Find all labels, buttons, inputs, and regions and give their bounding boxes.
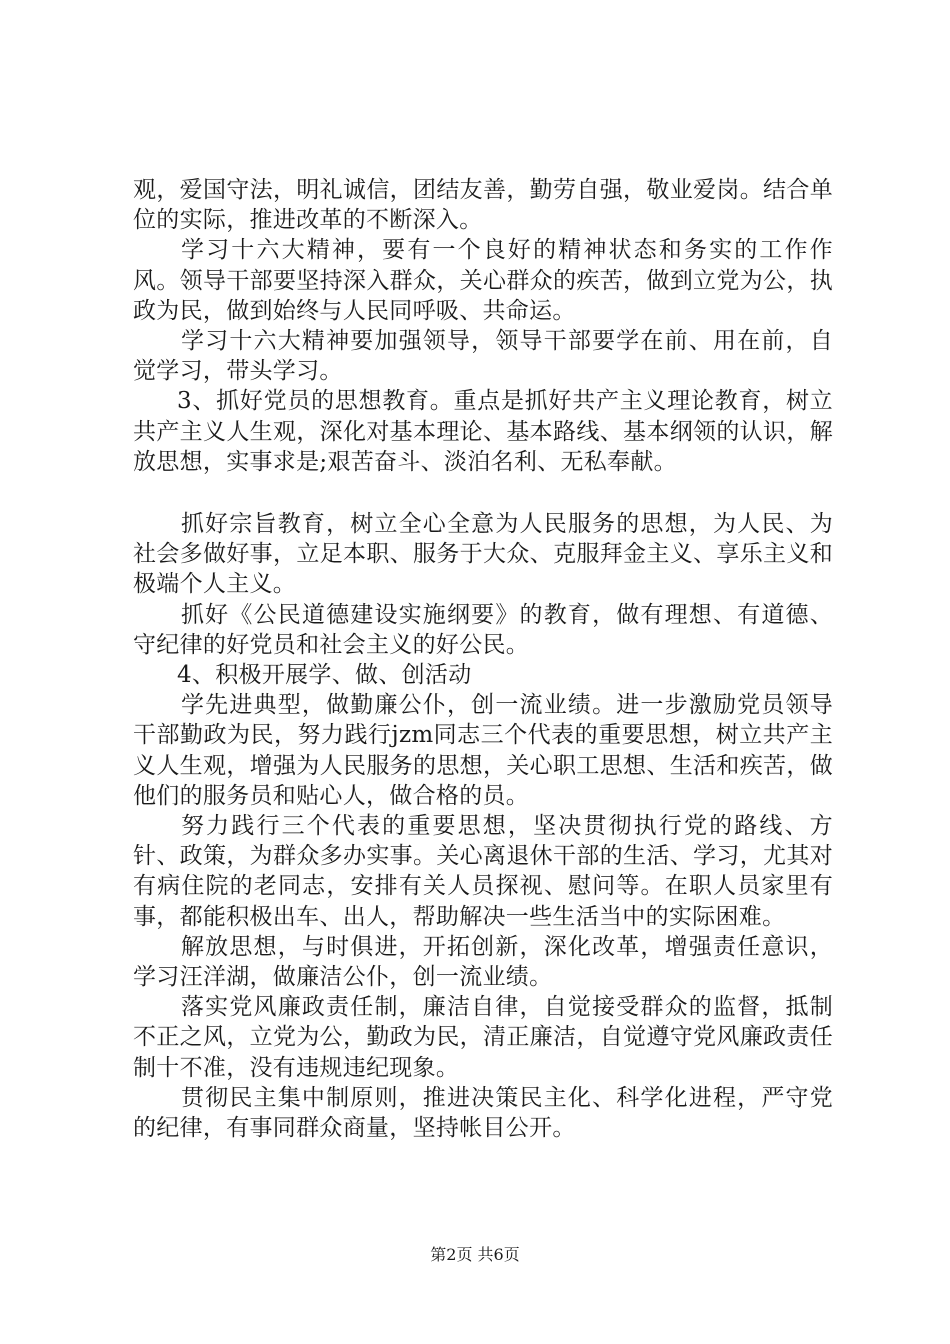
paragraph-leadership: 学习十六大精神要加强领导，领导干部要学在前、用在前，自觉学习，带头学习。: [133, 328, 833, 385]
paragraph-democratic-centralism: 贯彻民主集中制原则，推进决策民主化、科学化进程，严守党的纪律，有事同群众商量，坚持帐目公开。: [133, 1084, 833, 1142]
paragraph-spirit-style: 学习十六大精神，要有一个良好的精神状态和务实的工作作风。领导干部要坚持深入群众，关心群众的疾苦，做到立党为公，执政为民，做到始终与人民同呼吸、共命运。: [133, 237, 833, 324]
paragraph-civic-morality: 抓好《公民道德建设实施纲要》的教育，做有理想、有道德、守纪律的好党员和社会主义的好公民。: [133, 601, 833, 658]
paragraph-learn-advanced: 学先进典型，做勤廉公仆，创一流业绩。进一步激励党员领导干部勤政为民，努力践行jzm同志三个代表的重要思想，树立共产主义人生观，增强为人民服务的思想，关心职工思想、生活和疾苦，做他们的服务员和贴心人，做合格的员。: [133, 692, 833, 809]
section-heading-3-ideological-education: 3、抓好党员的思想教育。重点是抓好共产主义理论教育，树立共产主义人生观，深化对基本理论、基本路线、基本纲领的认识，解放思想，实事求是;艰苦奋斗、淡泊名利、无私奉献。: [133, 388, 833, 475]
page-number-footer: 第2页 共6页: [430, 1245, 520, 1264]
section-heading-4-activities: 4、积极开展学、做、创活动: [177, 662, 472, 689]
paragraph-three-represents: 努力践行三个代表的重要思想，坚决贯彻执行党的路线、方针、政策，为群众多办实事。关心离退休干部的生活、学习，尤其对有病住院的老同志，安排有关人员探视、慰问等。在职人员家里有事，都能积极出车、出人，帮助解决一些生活当中的实际困难。: [133, 813, 833, 930]
paragraph-emancipate-mind: 解放思想，与时俱进，开拓创新，深化改革，增强责任意识，学习汪洋湖，做廉洁公仆，创一流业绩。: [133, 933, 833, 991]
paragraph-continuation: 观，爱国守法，明礼诚信，团结友善，勤劳自强，敬业爱岗。结合单位的实际，推进改革的不断深入。: [133, 177, 833, 234]
paragraph-anti-corruption: 落实党风廉政责任制，廉洁自律，自觉接受群众的监督，抵制不正之风，立党为公，勤政为民，清正廉洁，自觉遵守党风廉政责任制十不准，没有违规违纪现象。: [133, 994, 833, 1081]
paragraph-purpose-education: 抓好宗旨教育，树立全心全意为人民服务的思想，为人民、为社会多做好事，立足本职、服务于大众、克服拜金主义、享乐主义和极端个人主义。: [133, 511, 833, 598]
document-body: [133, 175, 833, 1143]
